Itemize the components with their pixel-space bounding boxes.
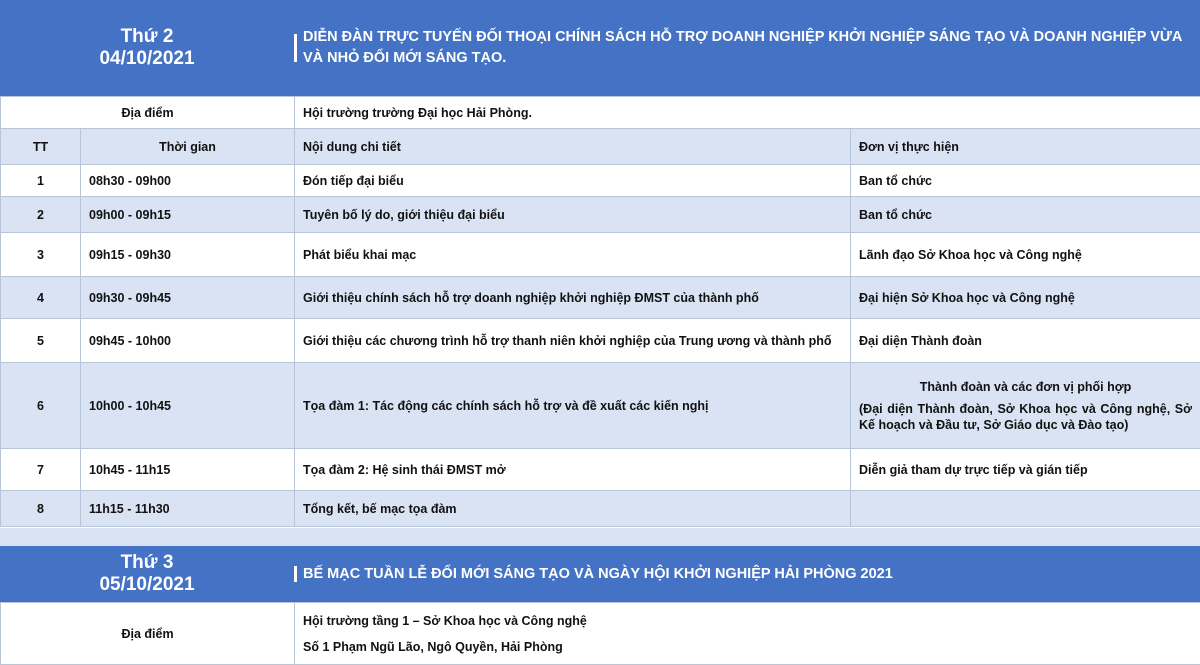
row-unit (851, 363, 1200, 449)
day1-header (0, 0, 1200, 96)
row-tt: 4 (1, 277, 81, 319)
row-content: Giới thiệu chính sách hỗ trợ doanh nghiệp khởi nghiệp ĐMST của thành phố (295, 277, 851, 319)
day2-header (0, 546, 1200, 602)
day1-date-block (0, 0, 294, 96)
location-label: Địa điểm (1, 97, 295, 129)
row-time: 11h15 - 11h30 (81, 491, 295, 527)
title-bar-marker (294, 566, 297, 582)
row-time: 09h15 - 09h30 (81, 233, 295, 277)
table-row (1, 277, 1200, 319)
header-content: Nội dung chi tiết (295, 129, 851, 165)
table-row (1, 165, 1200, 197)
row-tt: 5 (1, 319, 81, 363)
row-unit-main: Thành đoàn và các đơn vị phối hợp (859, 379, 1192, 395)
day1-schedule-table (0, 96, 1200, 527)
day2-date-block (0, 546, 294, 602)
row-tt: 6 (1, 363, 81, 449)
row-unit-detail: (Đại diện Thành đoàn, Sở Khoa học và Công nghệ, Sở Kế hoạch và Đầu tư, Sở Giáo dục và Đào tạo) (859, 401, 1192, 433)
row-content: Đón tiếp đại biểu (295, 165, 851, 197)
day2-day-label: Thứ 3 (0, 552, 294, 574)
location-value: Hội trường trường Đại học Hải Phòng. (295, 97, 1200, 129)
table-row (1, 319, 1200, 363)
row-content: Tổng kết, bế mạc tọa đàm (295, 491, 851, 527)
day2-date: 05/10/2021 (0, 574, 294, 596)
header-unit: Đơn vị thực hiện (851, 129, 1200, 165)
row-unit: Ban tổ chức (851, 197, 1200, 233)
header-tt: TT (1, 129, 81, 165)
row-time: 09h45 - 10h00 (81, 319, 295, 363)
title-bar-marker (294, 34, 297, 62)
table-row (1, 363, 1200, 449)
row-time: 09h00 - 09h15 (81, 197, 295, 233)
day1-title: DIỄN ĐÀN TRỰC TUYẾN ĐỐI THOẠI CHÍNH SÁCH HỖ TRỢ DOANH NGHIỆP KHỞI NGHIỆP SÁNG TẠO VÀ DOANH NGHIỆP VỪA VÀ NHỎ ĐỔI MỚI SÁNG TẠO. (303, 27, 1186, 69)
location-line-2: Số 1 Phạm Ngũ Lão, Ngô Quyền, Hải Phòng (303, 634, 1192, 660)
day1-location-row (1, 97, 1200, 129)
day2-location-row (1, 603, 1200, 665)
row-unit: Lãnh đạo Sở Khoa học và Công nghệ (851, 233, 1200, 277)
row-tt: 1 (1, 165, 81, 197)
day1-date: 04/10/2021 (0, 48, 294, 70)
table-row (1, 233, 1200, 277)
location-line-1: Hội trường tầng 1 – Sở Khoa học và Công nghệ (303, 608, 1192, 634)
row-unit: Đại diện Thành đoàn (851, 319, 1200, 363)
location-label: Địa điểm (1, 603, 295, 665)
row-content: Phát biểu khai mạc (295, 233, 851, 277)
location-value (295, 603, 1200, 665)
day2-title: BẾ MẠC TUẦN LỄ ĐỔI MỚI SÁNG TẠO VÀ NGÀY HỘI KHỞI NGHIỆP HẢI PHÒNG 2021 (303, 564, 893, 585)
row-content: Tọa đàm 1: Tác động các chính sách hỗ trợ và đề xuất các kiến nghị (295, 363, 851, 449)
header-time: Thời gian (81, 129, 295, 165)
table-header-row (1, 129, 1200, 165)
row-time: 09h30 - 09h45 (81, 277, 295, 319)
row-unit: Diễn giả tham dự trực tiếp và gián tiếp (851, 449, 1200, 491)
row-tt: 7 (1, 449, 81, 491)
day1-day-label: Thứ 2 (0, 26, 294, 48)
table-row (1, 491, 1200, 527)
row-content: Giới thiệu các chương trình hỗ trợ thanh niên khởi nghiệp của Trung ương và thành phố (295, 319, 851, 363)
table-row (1, 449, 1200, 491)
day2-title-block (294, 546, 1200, 602)
row-tt: 3 (1, 233, 81, 277)
row-unit (851, 491, 1200, 527)
row-tt: 8 (1, 491, 81, 527)
row-content: Tọa đàm 2: Hệ sinh thái ĐMST mở (295, 449, 851, 491)
row-time: 10h45 - 11h15 (81, 449, 295, 491)
row-content: Tuyên bố lý do, giới thiệu đại biểu (295, 197, 851, 233)
table-row (1, 197, 1200, 233)
row-time: 08h30 - 09h00 (81, 165, 295, 197)
row-tt: 2 (1, 197, 81, 233)
day2-location-table (0, 602, 1200, 665)
section-spacer (0, 528, 1200, 546)
row-unit: Đại hiện Sở Khoa học và Công nghệ (851, 277, 1200, 319)
row-time: 10h00 - 10h45 (81, 363, 295, 449)
day1-title-block (294, 0, 1200, 96)
row-unit: Ban tổ chức (851, 165, 1200, 197)
